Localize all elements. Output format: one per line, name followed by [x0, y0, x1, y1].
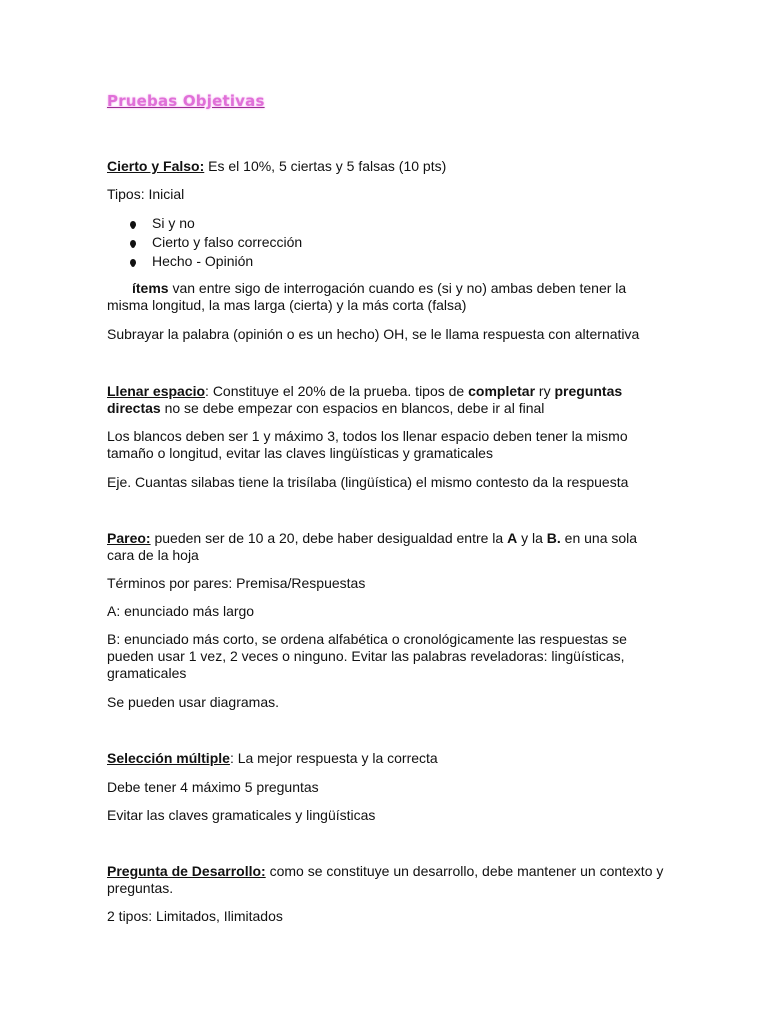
cierto-falso-paragraph: [107, 158, 667, 175]
bullet-icon: [130, 259, 136, 266]
tipos-list: [130, 214, 302, 271]
pareo-heading: Pareo:: [107, 530, 151, 546]
evitar-paragraph: Evitar las claves gramaticales y lingüísticas: [107, 807, 376, 823]
pareo-paragraph: Pareo: pueden ser de 10 a 20, debe haber desigualdad entre la A y la B. en una sola cara de la hoja: [107, 530, 638, 563]
desarrollo-heading: Pregunta de Desarrollo:: [107, 863, 266, 879]
tipos-line: Tipos: Inicial: [107, 186, 185, 202]
list-item: Cierto y falso corrección: [130, 233, 302, 252]
blancos-paragraph: Los blancos deben ser 1 y máximo 3, todos los llenar espacio deben tener la mismo tamaño o longitud, evitar las claves lingüísticas y gramaticales: [107, 428, 628, 461]
list-item: Hecho - Opinión: [130, 252, 302, 271]
subrayar-paragraph: Subrayar la palabra (opinión o es un hecho) OH, se le llama respuesta con alternativa: [107, 326, 640, 342]
seleccion-paragraph: Selección múltiple: La mejor respuesta y la correcta: [107, 750, 438, 766]
llenar-paragraph: Llenar espacio: Constituye el 20% de la prueba. tipos de completar ry preguntas directas no se debe empezar con espacios en blancos, debe ir al final: [107, 383, 623, 416]
terminos-paragraph: Términos por pares: Premisa/Respuestas: [107, 575, 366, 591]
items-paragraph: ítems van entre sigo de interrogación cuando es (si y no) ambas deben tener la misma longitud, la mas larga (cierta) y la más corta (falsa): [107, 280, 627, 313]
seleccion-heading: Selección múltiple: [107, 750, 230, 766]
bullet-icon: [130, 221, 136, 228]
list-item: Si y no: [130, 214, 302, 233]
cierto-falso-heading: Cierto y Falso:: [107, 158, 205, 174]
bullet-icon: [130, 240, 136, 247]
tipos-desarrollo-paragraph: 2 tipos: Limitados, Ilimitados: [107, 908, 283, 924]
document-title: Pruebas Objetivas: [107, 92, 265, 110]
enunciado-b-paragraph: B: enunciado más corto, se ordena alfabética o cronológicamente las respuestas se pueden usar 1 vez, 2 veces o ninguno. Evitar las palabras reveladoras: lingüísticas, gramaticales: [107, 631, 627, 681]
diagramas-paragraph: Se pueden usar diagramas.: [107, 694, 279, 710]
enunciado-a-paragraph: A: enunciado más largo: [107, 603, 255, 619]
llenar-heading: Llenar espacio: [107, 383, 206, 399]
items-bold: ítems: [132, 280, 169, 296]
preguntas-paragraph: Debe tener 4 máximo 5 preguntas: [107, 779, 319, 795]
desarrollo-paragraph: Pregunta de Desarrollo: como se constituye un desarrollo, debe mantener un contexto y preguntas.: [107, 863, 664, 896]
ejemplo-paragraph: Eje. Cuantas silabas tiene la trisílaba (lingüística) el mismo contesto da la respuesta: [107, 474, 629, 490]
cierto-falso-text: Es el 10%, 5 ciertas y 5 falsas (10 pts): [204, 158, 447, 174]
